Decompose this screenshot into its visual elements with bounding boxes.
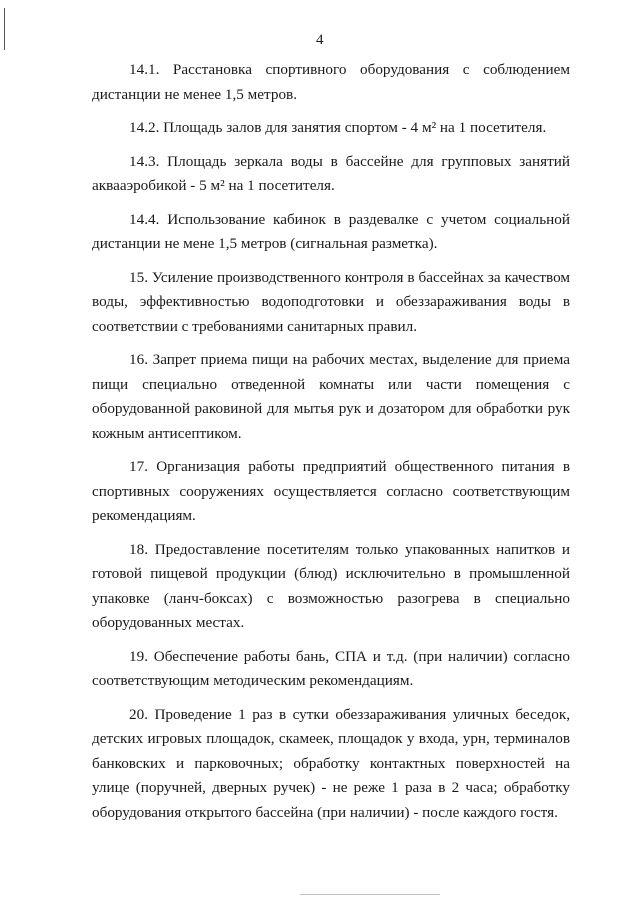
- paragraph-16: 16. Запрет приема пищи на рабочих местах, выделение для приема пищи специально отведенной комнаты или части помещения с оборудованной раковиной для мытья рук и дозатором для обработки рук кожным антисептиком.: [92, 351, 570, 442]
- paragraph-14-4: 14.4. Использование кабинок в раздевалке с учетом социальной дистанции не мене 1,5 метров (сигнальная разметка).: [92, 210, 570, 252]
- paragraph-20: 20. Проведение 1 раз в сутки обеззараживания уличных беседок, детских игровых площадок, скамеек, площадок у входа, урн, терминалов банковских и парковочных; обработку контактных поверхностей на улице (поручней, дверных ручек) - не реже 1 раза в 2 часа; обработку оборудования открытого бассейна (при наличии) - после каждого гостя.: [92, 705, 570, 821]
- paragraph-14-2: 14.2. Площадь залов для занятия спортом - 4 м² на 1 посетителя.: [129, 119, 547, 136]
- paragraph-18: 18. Предоставление посетителям только упакованных напитков и готовой пищевой продукции (блюд) исключительно в промышленной упаковке (ланч-боксах) с возможностью разогрева в специально оборудованных местах.: [92, 540, 570, 631]
- paragraph-14-3: 14.3. Площадь зеркала воды в бассейне для групповых занятий аквааэробикой - 5 м² на 1 посетителя.: [92, 152, 570, 194]
- scan-footer-line: [300, 894, 440, 895]
- paragraph-17: 17. Организация работы предприятий общественного питания в спортивных сооружениях осуществляется согласно соответствующим рекомендациям.: [92, 458, 570, 524]
- paragraph-19: 19. Обеспечение работы бань, СПА и т.д. (при наличии) согласно соответствующим методическим рекомендациям.: [92, 647, 570, 689]
- page-number: 4: [316, 32, 324, 48]
- document-body: [92, 58, 570, 834]
- paragraph-14-1: 14.1. Расстановка спортивного оборудования с соблюдением дистанции не менее 1,5 метров.: [92, 61, 570, 103]
- paragraph-15: 15. Усиление производственного контроля в бассейнах за качеством воды, эффективностью водоподготовки и обеззараживания воды в соответствии с требованиями санитарных правил.: [92, 268, 570, 335]
